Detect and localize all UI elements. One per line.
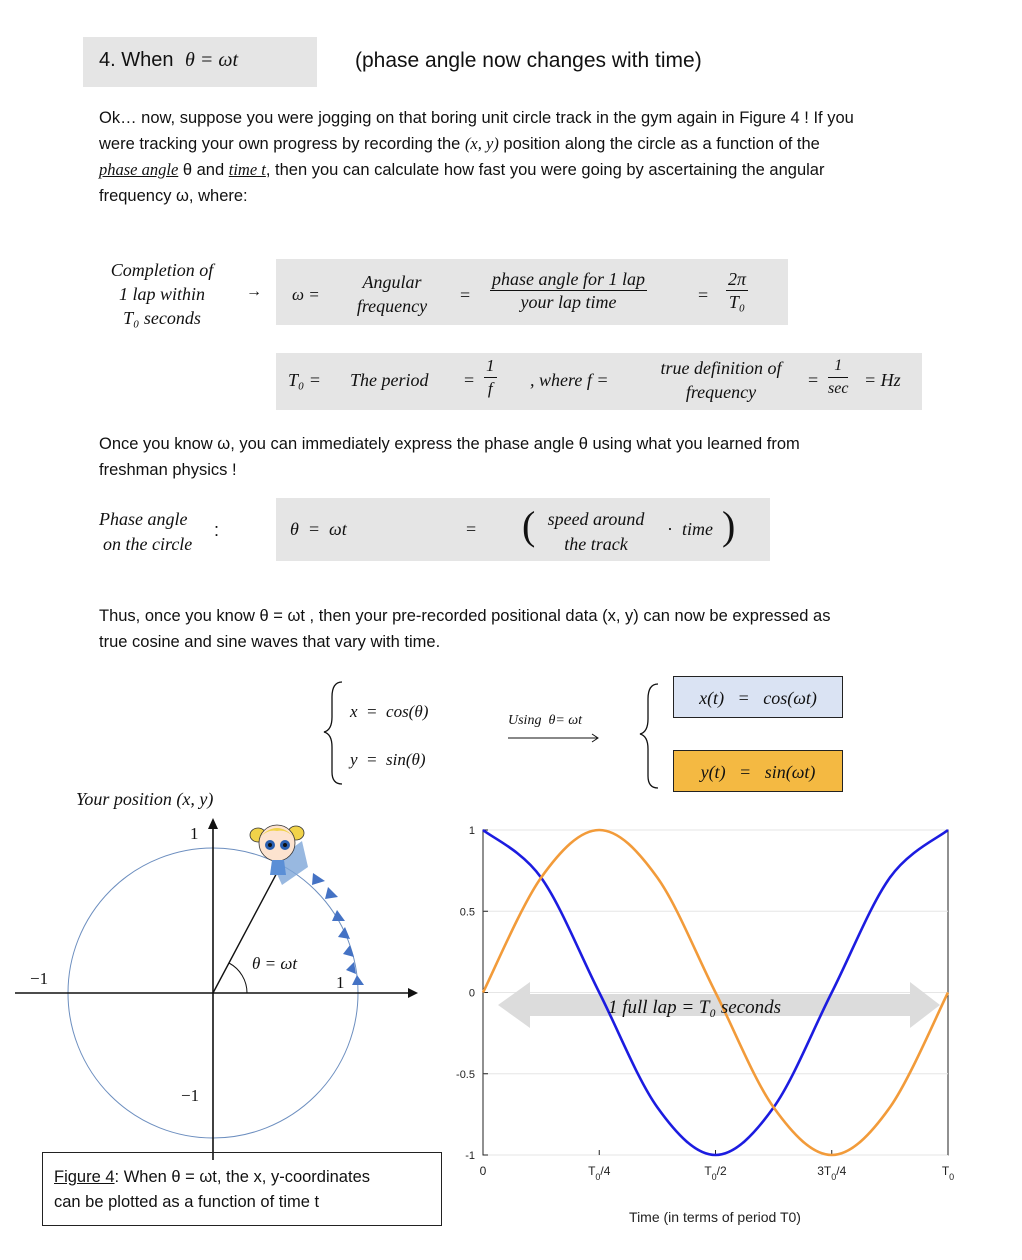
x-cos: x = cos(θ) bbox=[350, 702, 429, 721]
section-number-text: 4. When bbox=[99, 49, 174, 71]
y-tick-label: -1 bbox=[465, 1150, 475, 1162]
runner-pupil-left bbox=[268, 843, 272, 847]
speed-l2: the track bbox=[564, 534, 628, 554]
intro-line-a: Ok… now, suppose you were jogging on that boring unit circle track in the gym again in Figure 4 ! If you bbox=[99, 109, 854, 127]
two-pi-num: 2π bbox=[728, 269, 747, 289]
unit-circle-figure bbox=[10, 815, 430, 1160]
equals-hz: = Hz bbox=[864, 370, 901, 390]
equals-2: = bbox=[698, 285, 709, 305]
t0-equals: T₀ = bbox=[288, 370, 321, 390]
theta-label: θ = ωt bbox=[252, 954, 298, 973]
one-over-f-den: f bbox=[487, 379, 493, 398]
completion-label bbox=[90, 258, 234, 330]
two-pi-den: T₀ bbox=[728, 292, 746, 312]
x-right-label: 1 bbox=[336, 973, 345, 992]
y-top-label: 1 bbox=[190, 824, 199, 843]
two-pi-fraction bbox=[726, 268, 748, 313]
dot: · bbox=[667, 518, 673, 538]
theta-arc bbox=[229, 963, 247, 993]
y-bottom-label: −1 bbox=[181, 1086, 200, 1105]
intro-line-b bbox=[99, 131, 979, 157]
phase-angle-label bbox=[99, 507, 192, 557]
progress-arrow bbox=[325, 887, 338, 899]
true-def-l2: frequency bbox=[685, 382, 757, 402]
thus-paragraph bbox=[99, 603, 999, 655]
y-tick-label: 0.5 bbox=[459, 906, 475, 919]
progress-arrow bbox=[343, 945, 354, 957]
runner-body bbox=[270, 860, 286, 875]
intro-xy: (x, y) bbox=[464, 134, 499, 153]
completion-l2: 1 lap within bbox=[118, 284, 205, 304]
thus-l2: true cosine and sine waves that vary with time. bbox=[99, 633, 441, 651]
intro-b2: position along the circle as a function of the bbox=[498, 135, 820, 153]
caption-line-2: can be plotted as a function of time t bbox=[54, 1193, 320, 1211]
caption-line-1 bbox=[54, 1165, 441, 1190]
intro-line-d: frequency ω, where: bbox=[99, 187, 248, 205]
intro-paragraph bbox=[99, 105, 979, 209]
period-equals: = bbox=[464, 370, 475, 390]
omega-equals: ω = bbox=[292, 285, 320, 304]
caption-a: : When θ = ωt, the x, y-coordinates bbox=[114, 1168, 370, 1186]
phase-l2: on the circle bbox=[103, 534, 193, 554]
lap-fraction-den: your lap time bbox=[520, 292, 617, 312]
x-axis-label: Time (in terms of period T0) bbox=[629, 1209, 801, 1225]
x-tick-label: $T_0$ bbox=[941, 1164, 955, 1182]
once-l2: freshman physics ! bbox=[99, 461, 237, 479]
xt-box: x(t) = cos(ωt) bbox=[673, 676, 843, 718]
section-number bbox=[99, 49, 238, 72]
ang-l2: frequency bbox=[356, 296, 428, 316]
paren-right: ) bbox=[722, 503, 736, 548]
the-period: The period bbox=[350, 370, 429, 390]
intro-b1: were tracking your own progress by recording the bbox=[99, 135, 465, 153]
intro-c2: θ and bbox=[178, 161, 229, 179]
intro-line-c bbox=[99, 157, 979, 183]
phase-l1: Phase angle bbox=[99, 509, 188, 529]
phase-equals: = bbox=[466, 519, 477, 539]
one-over-f bbox=[484, 355, 497, 400]
thus-l1: Thus, once you know θ = ωt , then your pre-recorded positional data (x, y) can now be expressed as bbox=[99, 607, 831, 625]
x-tick-label: $T_0/2$ bbox=[704, 1164, 727, 1182]
completion-l1: Completion of bbox=[110, 260, 214, 280]
runner-pupil-right bbox=[283, 843, 287, 847]
progress-arrow bbox=[346, 962, 356, 974]
yt-box: y(t) = sin(ωt) bbox=[673, 750, 843, 792]
one-over-sec-num: 1 bbox=[828, 355, 848, 378]
phase-colon: : bbox=[214, 520, 220, 540]
lap-fraction-num: phase angle for 1 lap bbox=[492, 269, 645, 289]
radius-line bbox=[213, 867, 280, 993]
right-arrow: → bbox=[246, 283, 262, 300]
x-tick-label: 0 bbox=[479, 1164, 487, 1178]
using-label: Using θ= ωt bbox=[508, 713, 583, 728]
section-subtitle: (phase angle now changes with time) bbox=[355, 49, 702, 72]
x-tick-label: $T_0/4$ bbox=[588, 1164, 611, 1182]
figure-caption-box bbox=[42, 1152, 442, 1226]
x-axis-arrow bbox=[408, 988, 418, 998]
cos-sin-chart bbox=[440, 820, 1012, 1232]
equals-1: = bbox=[460, 285, 471, 305]
one-over-sec-den: sec bbox=[828, 380, 849, 397]
true-def-freq bbox=[638, 356, 804, 404]
y-tick-label: 0 bbox=[468, 987, 475, 1000]
y-axis-arrow bbox=[208, 818, 218, 829]
speed-l1: speed around bbox=[547, 509, 645, 529]
right-brace bbox=[640, 684, 658, 788]
paren-left: ( bbox=[522, 503, 536, 548]
x-left-label: −1 bbox=[30, 969, 49, 988]
ang-l1: Angular bbox=[362, 272, 422, 292]
time-link: time t bbox=[228, 160, 266, 179]
left-brace bbox=[324, 682, 342, 784]
caption-figure-ref: Figure 4 bbox=[54, 1168, 115, 1186]
angular-frequency bbox=[340, 270, 444, 318]
speed-around bbox=[534, 507, 658, 557]
once-paragraph bbox=[99, 431, 979, 483]
y-tick-label: -0.5 bbox=[456, 1068, 475, 1081]
time-word: time bbox=[682, 519, 713, 539]
progress-arrow bbox=[352, 975, 364, 985]
y-tick-label: 1 bbox=[468, 825, 475, 837]
true-def-l1: true definition of bbox=[660, 358, 782, 378]
progress-arrow bbox=[312, 873, 325, 885]
y-sin: y = sin(θ) bbox=[350, 750, 426, 769]
progress-arrow bbox=[332, 910, 345, 921]
theta-omega-t: θ = ωt bbox=[290, 519, 347, 539]
where-f: , where f = bbox=[530, 370, 609, 390]
lap-annotation: 1 full lap = T₀ seconds bbox=[608, 997, 782, 1018]
x-tick-label: $3T_0/4$ bbox=[817, 1164, 847, 1182]
your-position-label: Your position (x, y) bbox=[76, 789, 214, 809]
section-equation: θ = ωt bbox=[185, 49, 239, 71]
one-over-f-num: 1 bbox=[484, 355, 497, 378]
one-over-sec bbox=[826, 355, 850, 400]
completion-l3: T₀ seconds bbox=[123, 308, 201, 328]
period-equals-2: = bbox=[808, 370, 819, 390]
progress-arrow bbox=[338, 927, 350, 939]
once-l1: Once you know ω, you can immediately express the phase angle θ using what you learned from bbox=[99, 435, 800, 453]
intro-c4: , then you can calculate how fast you were going by ascertaining the angular bbox=[265, 161, 825, 179]
lap-fraction bbox=[490, 268, 647, 313]
phase-angle-link: phase angle bbox=[99, 160, 179, 179]
